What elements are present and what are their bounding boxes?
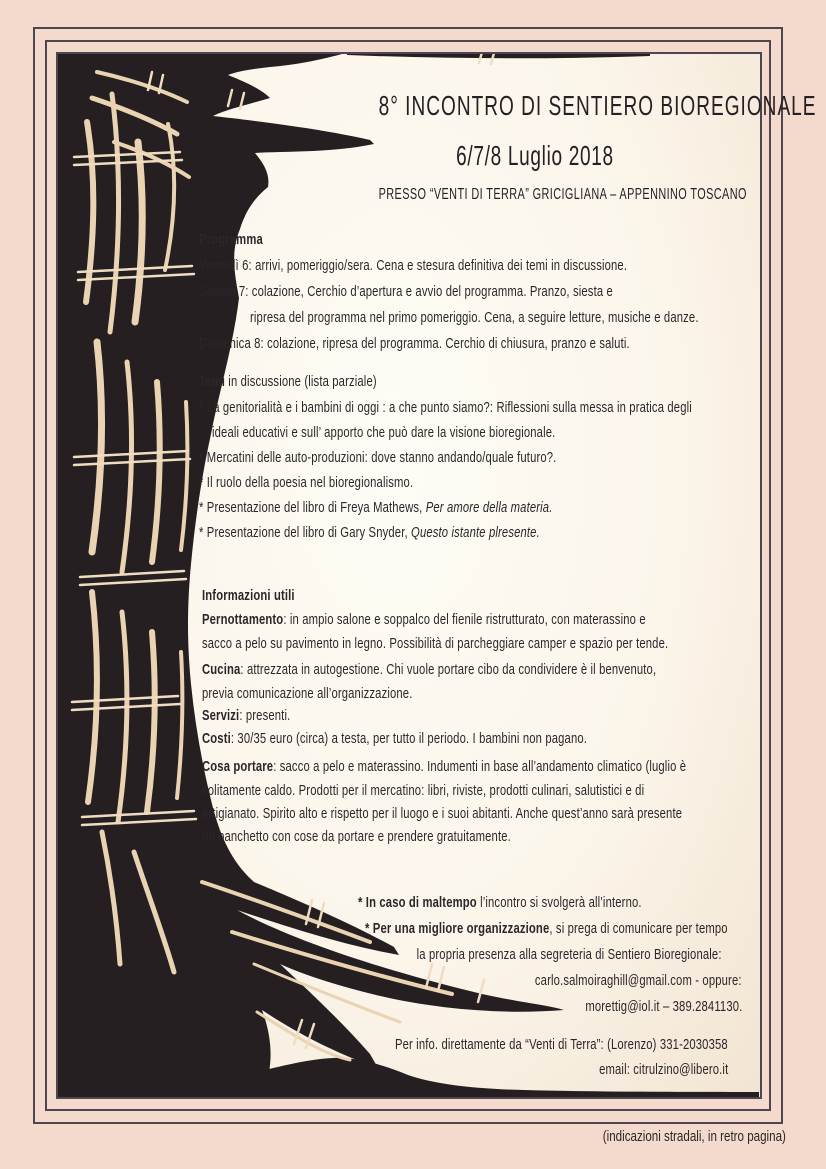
- content-panel: [56, 52, 817, 1099]
- contact-email-line: email: citrulzino@libero.it: [598, 1061, 728, 1078]
- note-line: * Per una migliore organizzazione, si prega di comunicare per tempo: [365, 920, 728, 937]
- event-date: 6/7/8 Luglio 2018: [456, 140, 614, 171]
- temi-item: * Il ruolo della poesia nel bioregionalismo.: [199, 474, 414, 491]
- temi-item: ideali educativi e sull’ apporto che può dare la visione bioregionale.: [212, 424, 556, 441]
- info-line: Cosa portare: sacco a pelo e materassino. Indumenti in base all’andamento climatico (luglio è: [202, 758, 687, 775]
- programma-heading: Programma: [199, 231, 263, 248]
- info-line: sacco a pelo su pavimento in legno. Possibilità di parcheggiare camper e spazio per tende.: [202, 635, 669, 652]
- event-venue: PRESSO “VENTI DI TERRA” GRICIGLIANA – APPENNINO TOSCANO: [378, 186, 747, 203]
- info-line: Costi: 30/35 euro (circa) a testa, per tutto il periodo. I bambini non pagano.: [202, 730, 588, 747]
- note-line-email: carlo.salmoiraghill@gmail.com - oppure:: [535, 972, 742, 989]
- temi-heading-bold: Temi: [199, 373, 226, 390]
- programma-line: ripresa del programma nel primo pomeriggio. Cena, a seguire letture, musiche e danze.: [250, 309, 699, 326]
- note-line: la propria presenza alla segreteria di Sentiero Bioregionale:: [417, 946, 722, 963]
- info-line: Pernottamento: in ampio salone e soppalco del fienile ristrutturato, con materassino e: [202, 611, 646, 628]
- programma-line: Domenica 8: colazione, ripresa del programma. Cerchio di chiusura, pranzo e saluti.: [199, 335, 630, 352]
- page-title: 8° INCONTRO DI SENTIERO BIOREGIONALE: [378, 90, 817, 121]
- outside-note: (indicazioni stradali, in retro pagina): [602, 1129, 786, 1145]
- info-line: solitamente caldo. Prodotti per il mercatino: libri, riviste, prodotti culinari, salutistici e di: [202, 782, 645, 799]
- temi-heading: [199, 372, 377, 391]
- temi-heading-rest: in discussione (lista parziale): [225, 373, 377, 390]
- info-line: un banchetto con cose da portare e prendere gratuitamente.: [202, 828, 511, 845]
- info-heading: Informazioni utili: [202, 587, 295, 604]
- temi-item: * Presentazione del libro di Freya Mathews, Per amore della materia.: [199, 499, 553, 516]
- temi-item: * Mercatini delle auto-produzioni: dove stanno andando/quale futuro?.: [199, 449, 557, 466]
- info-line: previa comunicazione all’organizzazione.: [202, 685, 413, 702]
- temi-item: * Presentazione del libro di Gary Snyder, Questo istante plresente.: [199, 524, 540, 541]
- contact-phone-line: Per info. direttamente da “Venti di Terra”: (Lorenzo) 331-2030358: [395, 1036, 728, 1053]
- info-line: Cucina: attrezzata in autogestione. Chi vuole portare cibo da condividere è il benvenuto,: [202, 661, 657, 678]
- temi-item: * La genitorialità e i bambini di oggi : a che punto siamo?: Riflessioni sulla messa in pratica degli: [199, 399, 692, 416]
- info-line: artigianato. Spirito alto e rispetto per il luogo e i suoi abitanti. Anche quest’anno sarà presente: [202, 805, 683, 822]
- note-line: * In caso di maltempo l’incontro si svolgerà all’interno.: [358, 894, 642, 911]
- tree-illustration: [58, 54, 817, 1097]
- note-line-email-phone: morettig@iol.it – 389.2841130.: [584, 998, 742, 1015]
- programma-line: Venerdì 6: arrivi, pomeriggio/sera. Cena e stesura definitiva dei temi in discussione.: [199, 257, 628, 274]
- programma-line: Sabato 7: colazione, Cerchio d’apertura e avvio del programma. Pranzo, siesta e: [199, 283, 613, 300]
- info-line: Servizi: presenti.: [202, 707, 291, 724]
